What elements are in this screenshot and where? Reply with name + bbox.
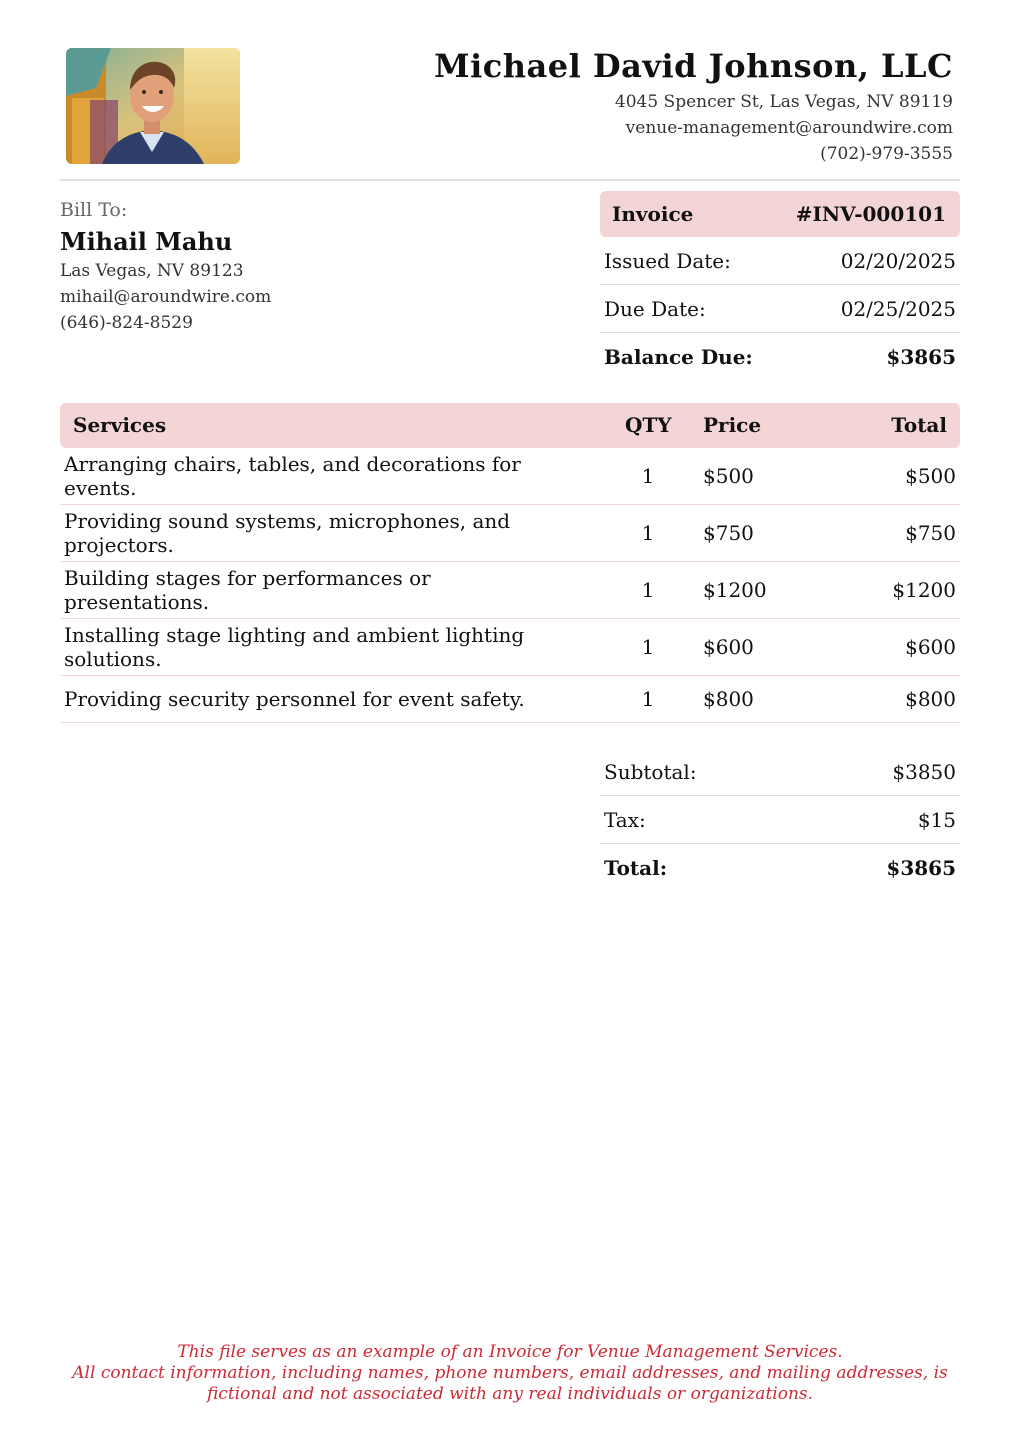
service-qty: 1	[641, 521, 655, 545]
table-row	[60, 676, 960, 723]
issued-date-row	[600, 237, 960, 285]
service-description: Arranging chairs, tables, and decorations for events.	[64, 452, 521, 500]
column-header-services: Services	[73, 413, 167, 437]
total-label: Total:	[604, 855, 668, 880]
disclaimer-line: fictional and not associated with any real individuals or organizations.	[206, 1384, 814, 1404]
balance-due-row	[600, 333, 960, 380]
company-name: Michael David Johnson, LLC	[434, 47, 953, 85]
invoice-meta-table	[600, 191, 960, 380]
tax-row	[600, 796, 960, 844]
service-price: $600	[703, 635, 754, 659]
table-row	[60, 448, 960, 505]
tax-label: Tax:	[604, 807, 646, 832]
header-divider	[60, 179, 960, 181]
subtotal-row	[600, 748, 960, 796]
tax-value: $15	[917, 807, 956, 832]
service-qty: 1	[641, 464, 655, 488]
invoice-number: #INV-000101	[795, 202, 946, 226]
issued-date-value: 02/20/2025	[840, 248, 956, 273]
service-description: Providing security personnel for event safety.	[64, 687, 525, 711]
bill-to-block	[60, 197, 271, 336]
services-table-header	[60, 403, 960, 448]
invoice-header-row	[600, 191, 960, 237]
service-total: $600	[905, 635, 956, 659]
service-total: $1200	[892, 578, 956, 602]
subtotal-value: $3850	[892, 759, 956, 784]
company-info	[434, 46, 953, 167]
service-price: $1200	[703, 578, 767, 602]
invoice-label: Invoice	[612, 202, 694, 226]
balance-due-label: Balance Due:	[604, 344, 753, 369]
column-header-price: Price	[703, 413, 762, 437]
disclaimer-line: All contact information, including names, phone numbers, email addresses, and mailing addresses, is	[72, 1363, 948, 1383]
service-total: $500	[905, 464, 956, 488]
column-header-total: Total	[891, 413, 947, 437]
service-total: $800	[905, 687, 956, 711]
balance-due-value: $3865	[886, 344, 956, 369]
client-address: Las Vegas, NV 89123	[60, 261, 244, 281]
person-photo-icon	[66, 48, 240, 164]
column-header-qty: QTY	[625, 413, 672, 437]
service-description: Installing stage lighting and ambient lighting solutions.	[64, 623, 525, 671]
disclaimer-line: This file serves as an example of an Invoice for Venue Management Services.	[177, 1342, 843, 1362]
services-table	[60, 403, 960, 723]
total-row	[600, 844, 960, 891]
service-qty: 1	[641, 687, 655, 711]
table-row	[60, 562, 960, 619]
company-phone: (702)-979-3555	[820, 144, 953, 164]
client-name: Mihail Mahu	[60, 227, 233, 256]
client-email: mihail@aroundwire.com	[60, 287, 272, 307]
service-description: Providing sound systems, microphones, and projectors.	[64, 509, 511, 557]
bill-to-label: Bill To:	[60, 199, 128, 221]
totals-table	[600, 748, 960, 891]
service-qty: 1	[641, 635, 655, 659]
table-row	[60, 505, 960, 562]
service-price: $500	[703, 464, 754, 488]
subtotal-label: Subtotal:	[604, 759, 697, 784]
due-date-value: 02/25/2025	[840, 296, 956, 321]
service-price: $750	[703, 521, 754, 545]
due-date-row	[600, 285, 960, 333]
service-description: Building stages for performances or presentations.	[64, 566, 431, 614]
company-address: 4045 Spencer St, Las Vegas, NV 89119	[614, 92, 953, 112]
issued-date-label: Issued Date:	[604, 248, 731, 273]
table-row	[60, 619, 960, 676]
due-date-label: Due Date:	[604, 296, 706, 321]
company-email: venue-management@aroundwire.com	[625, 118, 953, 138]
service-qty: 1	[641, 578, 655, 602]
disclaimer-footer	[20, 1342, 1000, 1405]
client-phone: (646)-824-8529	[60, 313, 193, 333]
service-total: $750	[905, 521, 956, 545]
service-price: $800	[703, 687, 754, 711]
total-value: $3865	[886, 855, 956, 880]
